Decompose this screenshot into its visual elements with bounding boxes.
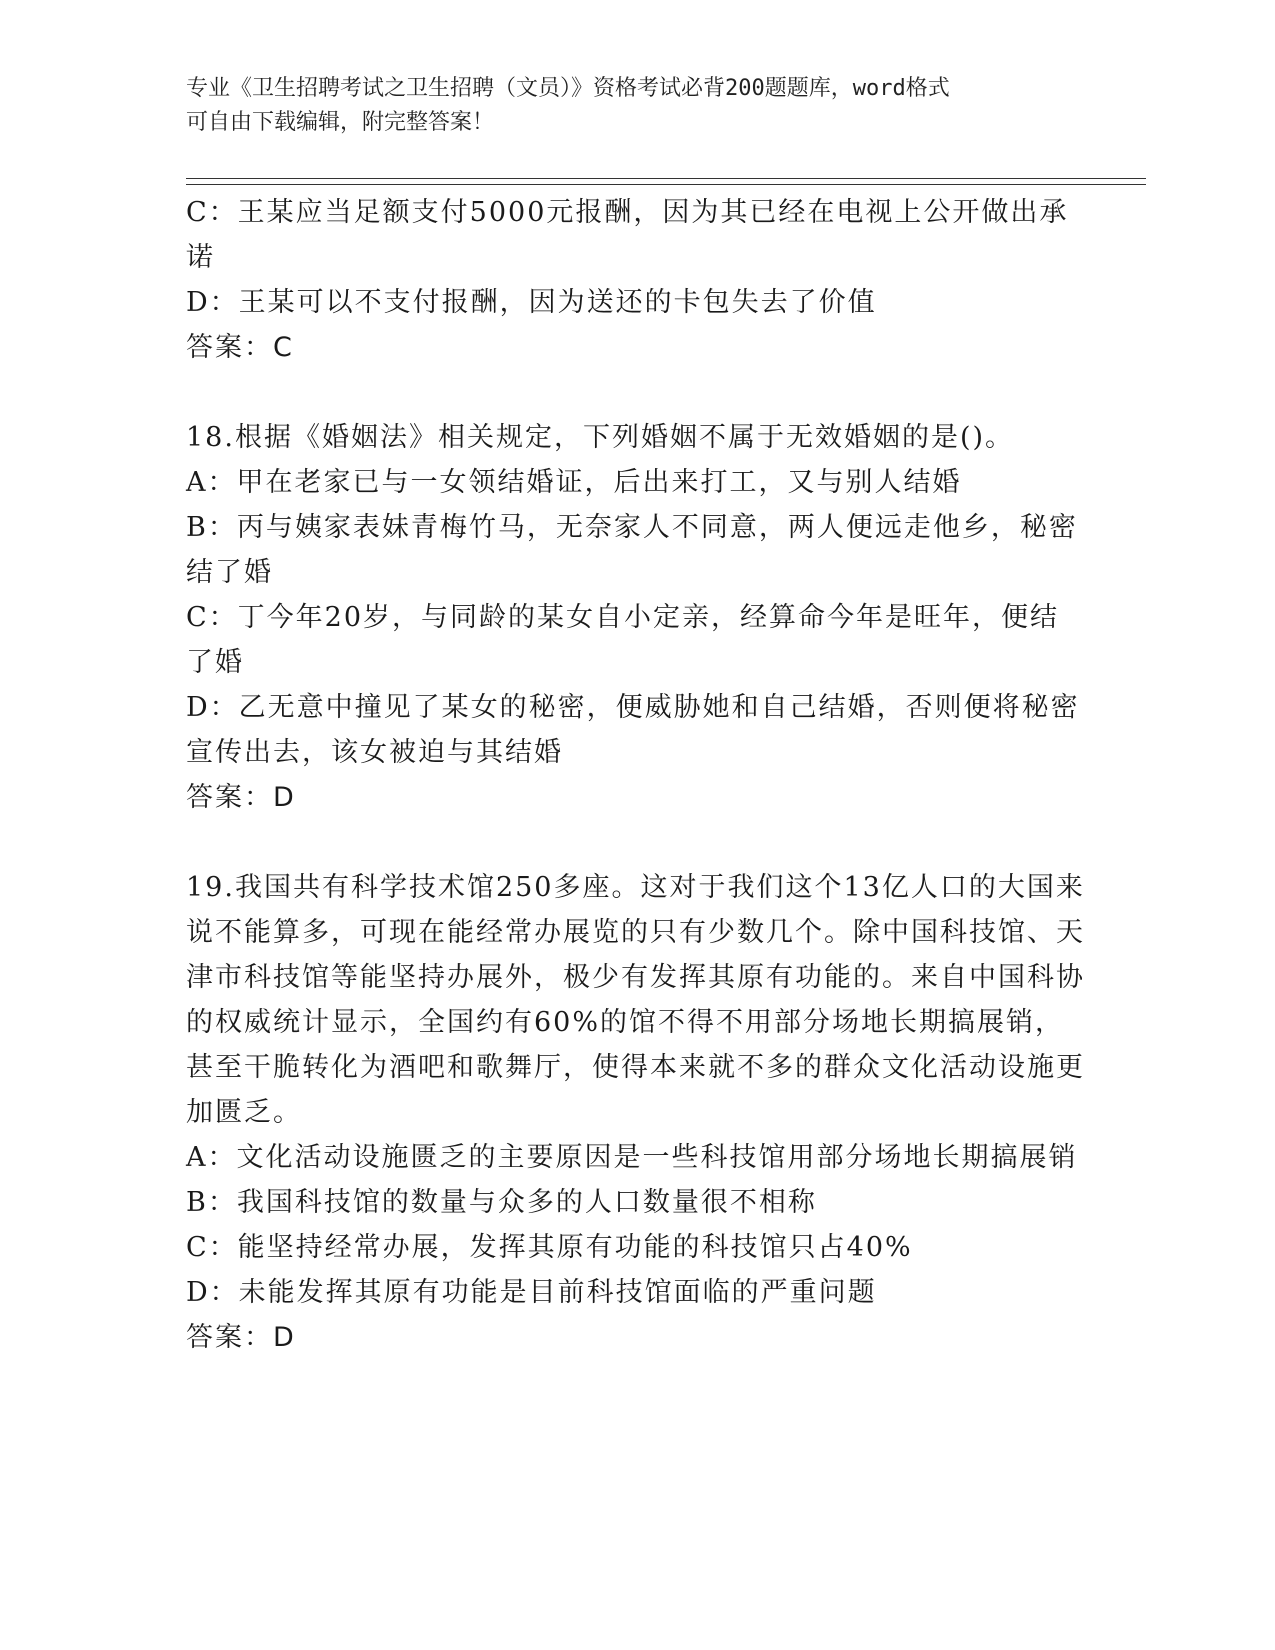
q19-option-b: B：我国科技馆的数量与众多的人口数量很不相称 [186,1187,817,1218]
q18-question: 18.根据《婚姻法》相关规定，下列婚姻不属于无效婚姻的是()。 [186,422,1015,453]
q17-answer: 答案：C [186,332,294,363]
q19-option-c: C：能坚持经常办展，发挥其原有功能的科技馆只占40% [186,1232,913,1263]
q19-question: 19.我国共有科学技术馆250多座。这对于我们这个13亿人口的大国来说不能算多，可现在能经常办展览的只有少数几个。除中国科技馆、天津市科技馆等能坚持办展外，极少有发挥其原有功能的。来自中国科协的权威统计显示，全国约有60%的馆不得不用部分场地长期搞展销，甚至干脆转化为酒吧和歌舞厅，使得本来就不多的群众文化活动设施更加匮乏。 [186,872,1085,1128]
question-17-tail [186,190,1086,370]
q18-option-a: A：甲在老家已与一女领结婚证，后出来打工，又与别人结婚 [186,467,962,498]
spacer [186,370,1086,415]
document-body [186,190,1086,1360]
q19-option-a: A：文化活动设施匮乏的主要原因是一些科技馆用部分场地长期搞展销 [186,1142,1078,1173]
header-rule-bottom [186,184,1146,185]
question-18 [186,415,1086,820]
q17-option-d: D：王某可以不支付报酬，因为送还的卡包失去了价值 [186,287,877,318]
q17-option-c: C：王某应当足额支付5000元报酬，因为其已经在电视上公开做出承诺 [186,197,1069,273]
q18-option-d: D：乙无意中撞见了某女的秘密，便威胁她和自己结婚，否则便将秘密宣传出去，该女被迫与其结婚 [186,692,1080,768]
q18-option-b: B：丙与姨家表妹青梅竹马，无奈家人不同意，两人便远走他乡，秘密结了婚 [186,512,1078,588]
spacer [186,820,1086,865]
header-line-1: 专业《卫生招聘考试之卫生招聘（文员）》资格考试必背200题题库，word格式 [186,76,950,101]
q18-answer: 答案：D [186,782,296,813]
header-rule-top [186,178,1146,179]
header-line-2: 可自由下载编辑，附完整答案！ [186,110,495,135]
question-19 [186,865,1086,1360]
document-header [186,72,1066,140]
q19-answer: 答案：D [186,1322,296,1353]
q19-option-d: D：未能发挥其原有功能是目前科技馆面临的严重问题 [186,1277,877,1308]
q18-option-c: C：丁今年20岁，与同龄的某女自小定亲，经算命今年是旺年，便结了婚 [186,602,1060,678]
